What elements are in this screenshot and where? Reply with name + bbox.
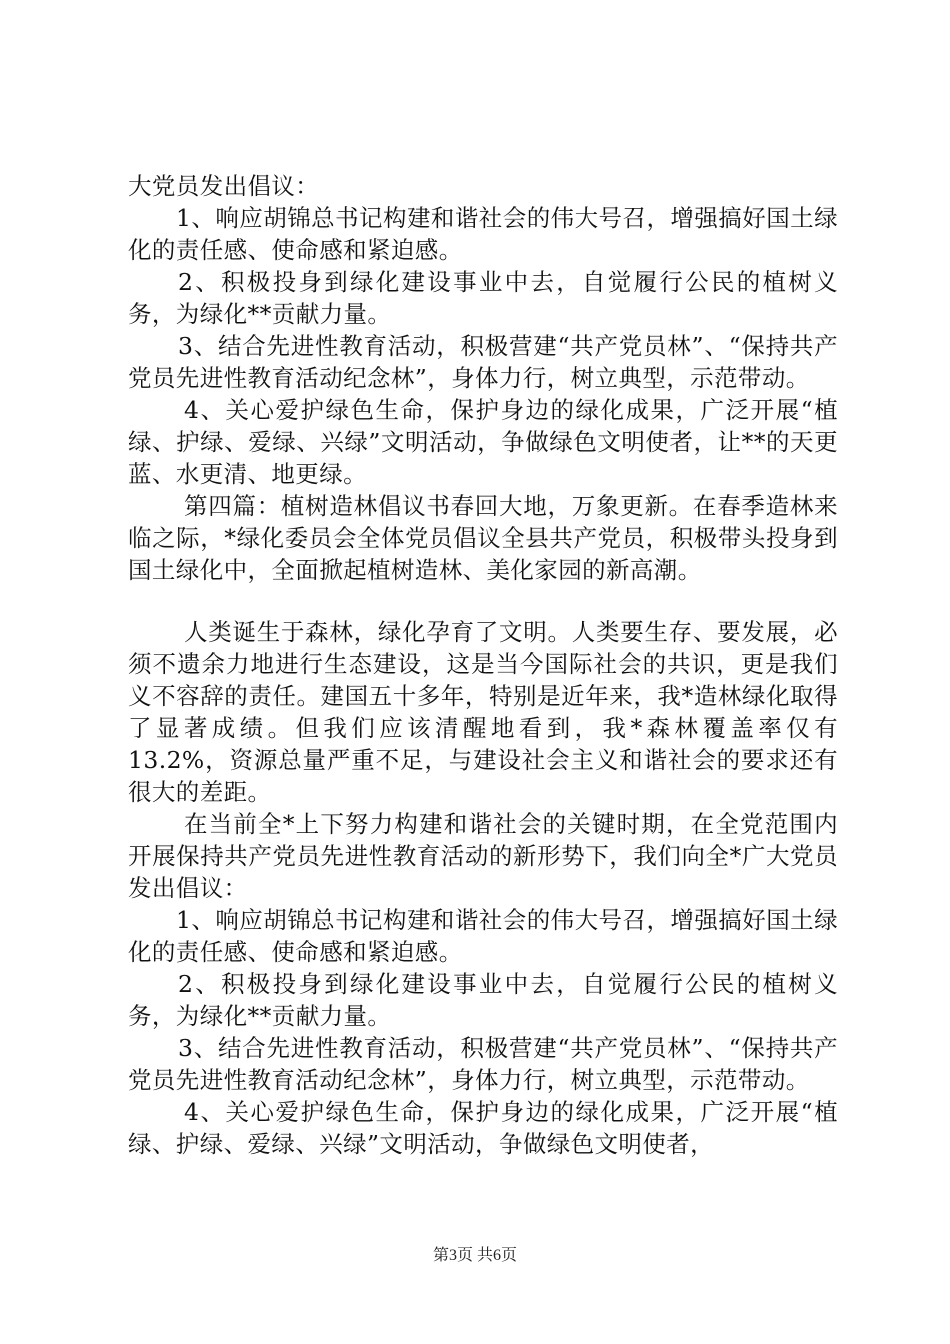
paragraph: 4、关心爱护绿色生命，保护身边的绿化成果，广泛开展“植绿、护绿、爱绿、兴绿”文明活动，争做绿色文明使者， [128,1098,838,1158]
paragraph: 第四篇：植树造林倡议书春回大地，万象更新。在春季造林来临之际，*绿化委员会全体党员倡议全县共产党员，积极带头投身到国土绿化中，全面掀起植树造林、美化家园的新高潮。 [128,492,838,584]
paragraph: 2、积极投身到绿化建设事业中去，自觉履行公民的植树义务，为绿化**贡献力量。 [128,268,838,328]
paragraph: 2、积极投身到绿化建设事业中去，自觉履行公民的植树义务，为绿化**贡献力量。 [128,970,838,1030]
paragraph: 人类诞生于森林，绿化孕育了文明。人类要生存、要发展，必须不遗余力地进行生态建设，这是当今国际社会的共识，更是我们义不容辞的责任。建国五十多年，特别是近年来，我*造林绿化取得了显著成绩。但我们应该清醒地看到，我*森林覆盖率仅有13.2%，资源总量严重不足，与建设社会主义和谐社会的要求还有很大的差距。 [128,618,838,806]
paragraph: 在当前全*上下努力构建和谐社会的关键时期，在全党范围内开展保持共产党员先进性教育活动的新形势下，我们向全*广大党员发出倡议： [128,810,838,902]
page-number-footer: 第3页 共6页 [432,1247,517,1264]
paragraph: 4、关心爱护绿色生命，保护身边的绿化成果，广泛开展“植绿、护绿、爱绿、兴绿”文明活动，争做绿色文明使者，让**的天更蓝、水更清、地更绿。 [128,396,838,488]
paragraph: 大党员发出倡议： [128,172,320,200]
paragraph: 3、结合先进性教育活动，积极营建“共产党员林”、“保持共产党员先进性教育活动纪念林”，身体力行，树立典型，示范带动。 [128,1034,838,1094]
paragraph: 3、结合先进性教育活动，积极营建“共产党员林”、“保持共产党员先进性教育活动纪念林”，身体力行，树立典型，示范带动。 [128,332,838,392]
paragraph: 1、响应胡锦总书记构建和谐社会的伟大号召，增强搞好国土绿化的责任感、使命感和紧迫感。 [128,906,838,966]
paragraph: 1、响应胡锦总书记构建和谐社会的伟大号召，增强搞好国土绿化的责任感、使命感和紧迫感。 [128,204,838,264]
document-body [128,170,838,1160]
